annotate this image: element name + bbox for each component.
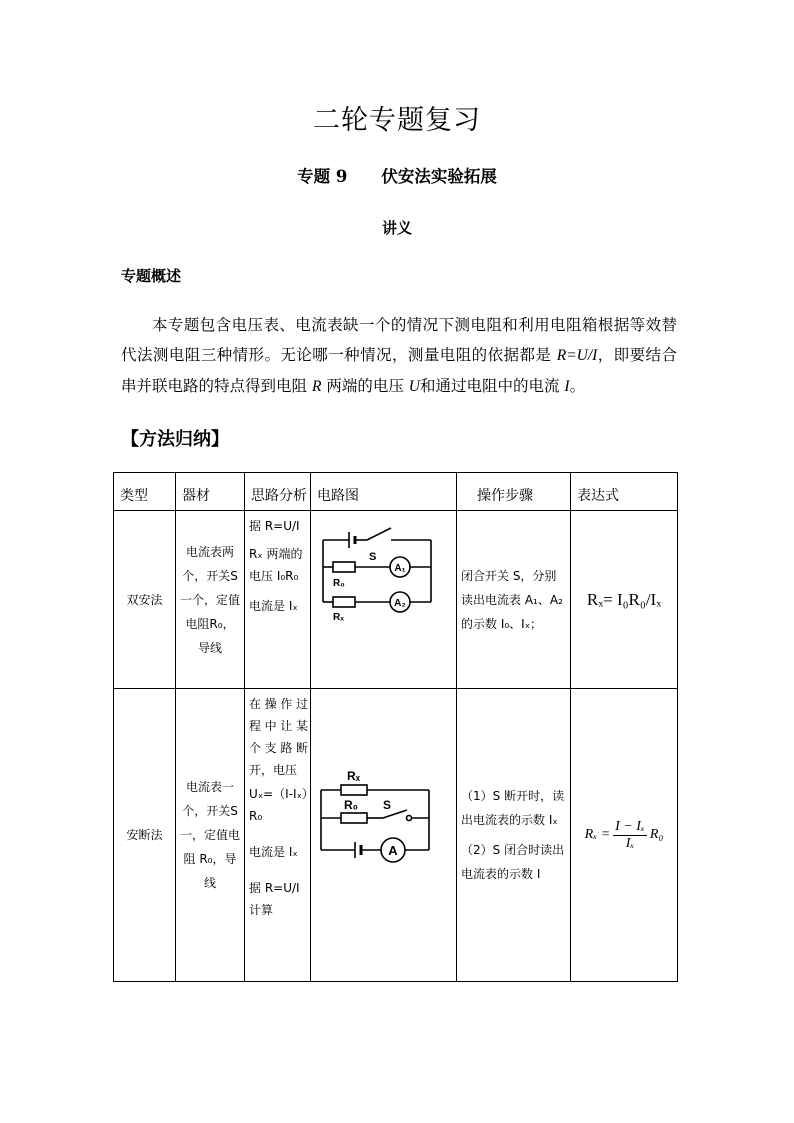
steps-cell: 闭合开关 S，分别读出电流表 A₁、A₂ 的示数 I₀、Iₓ；	[457, 511, 571, 689]
ammeter-a1-label: A₁	[394, 562, 406, 574]
switch-label: S	[369, 550, 377, 563]
equipment-cell: 电流表两个，开关S一个，定值电阻R₀，导线	[176, 511, 245, 689]
open-circuit-method-diagram	[311, 690, 456, 978]
equipment-cell: 电流表一个，开关S一，定值电阻 R₀，导线	[176, 689, 245, 982]
header-idea: 思路分析	[251, 487, 307, 504]
idea-cell: 据 R=U/I Rₓ 两端的电压 I₀R₀ 电流是 Iₓ	[245, 511, 311, 689]
ammeter-a2-label: A₂	[394, 597, 406, 609]
type-cell: 安断法	[114, 689, 176, 982]
resistor-r0-label: R₀	[333, 577, 345, 589]
table-row	[114, 511, 678, 689]
formula-cell: Rₓ= I₀R₀/Iₓ	[571, 511, 678, 689]
resistor-rx-label: Rₓ	[347, 768, 361, 783]
resistor-r0-label: R₀	[344, 797, 359, 812]
method-heading: 【方法归纳】	[121, 429, 229, 450]
header-formula: 表达式	[577, 487, 619, 504]
table-header-row	[114, 473, 678, 511]
table-row	[114, 689, 678, 982]
steps-cell: （1）S 断开时，读出电流表的示数 Iₓ （2）S 闭合时读出电流表的示数 I	[457, 689, 571, 982]
overview-heading: 专题概述	[121, 267, 182, 285]
topic-name: 伏安法实验拓展	[381, 167, 497, 186]
double-ammeter-circuit-diagram	[311, 512, 456, 685]
page-title: 二轮专题复习	[313, 105, 481, 136]
header-steps: 操作步骤	[477, 487, 533, 504]
method-table	[113, 472, 678, 982]
type-cell: 双安法	[114, 511, 176, 689]
circuit-cell	[311, 689, 457, 982]
switch-label: S	[383, 797, 392, 812]
header-type: 类型	[120, 487, 148, 504]
topic-number: 专题 9	[297, 167, 348, 186]
header-equipment: 器材	[182, 487, 210, 504]
formula-cell: Rₓ = $\frac{\text{I − Iₓ}}{\text{Iₓ}}$ R₀	[571, 689, 678, 982]
overview-paragraph: 本专题包含电压表、电流表缺一个的情况下测电阻和利用电阻箱根据等效替代法测电阻三种情形。无论哪一种情况，测量电阻的依据都是 R=U/I，即要结合串并联电路的特点得到电阻 R 两端的电压 U和通过电阻中的电流 I。	[121, 316, 677, 395]
section-label: 讲义	[381, 219, 412, 237]
header-circuit: 电路图	[317, 487, 359, 504]
ammeter-label: A	[388, 842, 398, 858]
topic-subtitle	[0, 163, 794, 187]
idea-cell: 在操作过程中让某个支路断开，电压 Uₓ=（I-Iₓ）R₀ 电流是 Iₓ 据 R=U/I 计算	[245, 689, 311, 982]
resistor-rx-label: Rₓ	[333, 611, 344, 623]
circuit-cell	[311, 511, 457, 689]
